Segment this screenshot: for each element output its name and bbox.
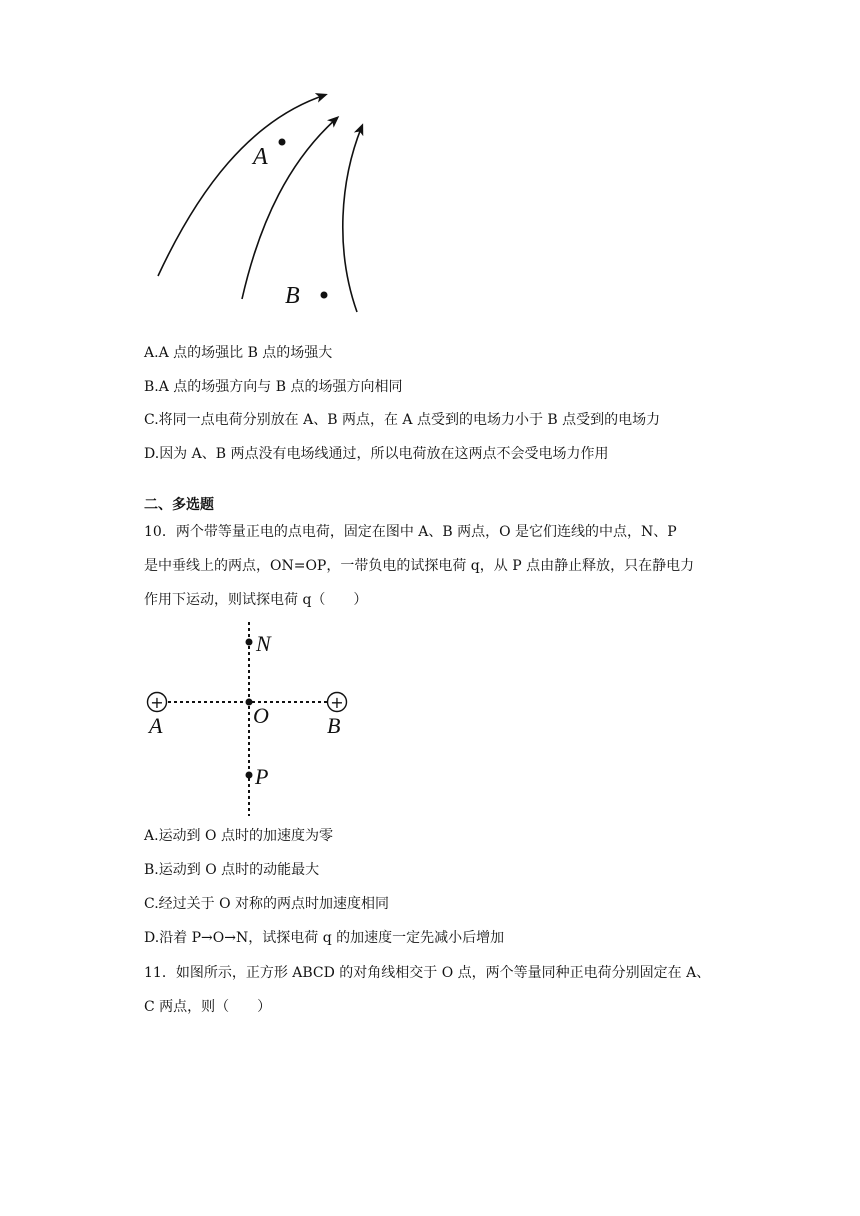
- q10-option-a: A.运动到 O 点时的加速度为零: [144, 828, 333, 844]
- point-p-dot: [246, 772, 253, 779]
- field-lines-figure: [140, 80, 400, 330]
- q9-option-a: A.A 点的场强比 B 点的场强大: [144, 345, 333, 361]
- point-o-label: O: [253, 703, 269, 728]
- q10-option-b: B.运动到 O 点时的动能最大: [144, 862, 320, 878]
- point-p-label: P: [255, 764, 269, 789]
- q10-stem-line1: 10．两个带等量正电的点电荷，固定在图中 A、B 两点，O 是它们连线的中点，N、P: [144, 524, 677, 540]
- q11-stem-line2: C 两点，则（ ）: [144, 999, 272, 1015]
- charge-a-label: A: [149, 713, 163, 738]
- q10-option-c: C.经过关于 O 对称的两点时加速度相同: [144, 896, 390, 912]
- q9-option-b: B.A 点的场强方向与 B 点的场强方向相同: [144, 379, 403, 395]
- q9-option-d: D.因为 A、B 两点没有电场线通过，所以电荷放在这两点不会受电场力作用: [144, 446, 609, 462]
- charges-figure: [140, 620, 370, 820]
- point-n-label: N: [256, 631, 271, 656]
- point-b-dot: [321, 292, 328, 299]
- q10-stem-line2: 是中垂线上的两点，ON=OP，一带负电的试探电荷 q，从 P 点由静止释放，只在静电力: [144, 558, 695, 574]
- q9-option-c: C.将同一点电荷分别放在 A、B 两点，在 A 点受到的电场力小于 B 点受到的电场力: [144, 412, 661, 428]
- charge-b-label: B: [327, 713, 341, 738]
- field-line-1: [158, 95, 325, 276]
- point-o-dot: [246, 699, 253, 706]
- charge-b-symbol: +: [330, 693, 344, 712]
- q11-stem-line1: 11．如图所示，正方形 ABCD 的对角线相交于 O 点，两个等量同种正电荷分别固定在 A、: [144, 965, 711, 981]
- point-a-dot: [279, 139, 286, 146]
- point-a-label: A: [253, 144, 268, 170]
- field-line-3: [343, 126, 362, 312]
- q10-stem-line3: 作用下运动，则试探电荷 q（ ）: [144, 592, 368, 608]
- point-b-label: B: [285, 283, 300, 309]
- charge-a-symbol: +: [150, 693, 164, 712]
- point-n-dot: [246, 639, 253, 646]
- section-title: 二、多选题: [144, 497, 214, 513]
- q10-option-d: D.沿着 P→O→N，试探电荷 q 的加速度一定先减小后增加: [144, 930, 505, 946]
